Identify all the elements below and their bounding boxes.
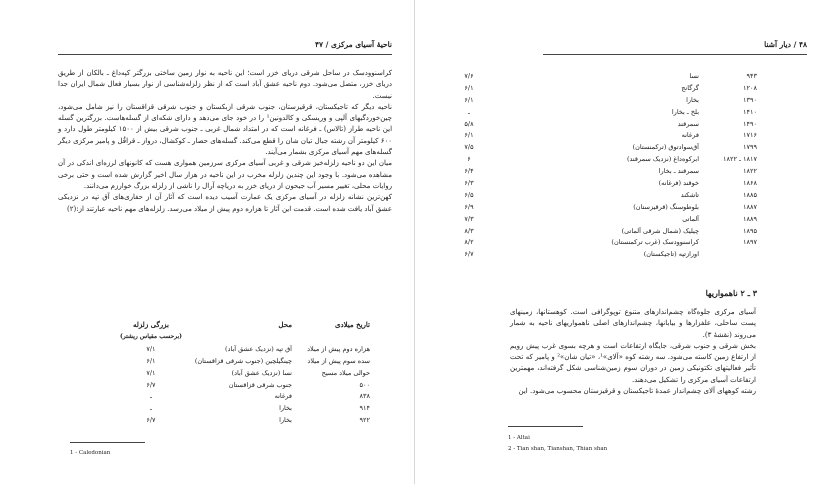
paragraph: بخش شرقی و جنوب شرقی، جایگاه ارتفاعات است و هرچه بسوی غرب پیش رویم از ارتفاع زمین کاسته می‌شود. سه رشته کوه «آلای»¹، «تیان شان»² و پامیر که تحت تأثیر فعالیتهای تکتونیکی زمین در دوران سوم زمین‌شناسی شکل گرفته‌اند، مهمترین ارتفاعات آسیای مرکزی را تشکیل می‌دهند. xyxy=(510,341,756,384)
footnote-rule xyxy=(508,426,583,427)
table-row: ۱۸۹۷ کراسنوودسک (غرب ترکمنستان) ۸/۲ xyxy=(464,238,757,247)
paragraph: کراسنوودسک در ساحل شرقی دریای خزر است؛ این ناحیه به نوار زمین ساختی بزرگتر کپه‌داغ ـ بالکان از طریق دریای خزر، متصل می‌شود. دوم ناحیه عشق آباد است که از نظر زلزله‌شناسی از نوار بسیار فعال شمال ایران جدا نیست. xyxy=(58,69,392,100)
paragraph: میان این دو ناحیه زلزله‌خیز شرقی و غربی آسیای مرکزی سرزمین همواری هست که کانونهای لرزه‌ای اندکی در آن مشاهده می‌شود. با وجود این چندین زلزله مخرب در این ناحیه در هزار سال اخیر گزارش شده است و حتی برخی روایات محلی، تغییر مسیر آب جیحون از دریای خزر به دریاچه آرال را ناشی از زلزله بزرگ خوارزم می‌دانند. xyxy=(58,159,392,190)
paragraph: رشته کوههای آلای چشم‌انداز عمدهٔ تاجیکستان و قرقیزستان محسوب می‌شود. این xyxy=(518,387,756,396)
header-rule xyxy=(543,54,807,55)
table-row: ۱۷۹۹ آق‌سوادتوق (ترکمنستان) ۷/۵ xyxy=(464,143,757,152)
table-row: ۱۴۱۰ بلخ ـ بخارا ـ xyxy=(468,107,757,116)
table-row: ۹۴۳ نسا ۷/۶ xyxy=(464,71,757,80)
footnote: 1 - Altai xyxy=(508,435,530,441)
section-title: ۳ ـ ۲ ناهمواریها xyxy=(705,288,757,298)
earthquake-table xyxy=(120,320,370,426)
table-row: حوالی میلاد مسیح نسا (نزدیک عشق آباد) ۷/۱ xyxy=(146,368,370,377)
table-row: ۱۸۱۷ ـ ۱۸۲۲ ابرکوه‌داغ (نزدیک سمرقند) ۶ xyxy=(467,155,757,164)
table-row: ۱۲۰۸ گرگانج ۶/۱ xyxy=(464,83,757,92)
body-text xyxy=(510,307,756,397)
table-row: ۸۳۸ فرغانه ـ xyxy=(150,392,370,401)
paragraph: کهن‌ترین نشانه زلزله در آسیای مرکزی یک عمارت آسیب دیده است که آثار آن از حفاری‌های آق تپه در نزدیکی عشق آباد یافت شده است. قدمت این آثار تا هزاره دوم پیش از میلاد می‌رسد. زلزله‌های مهم ناحیه عبارتند از:(۲) xyxy=(58,193,392,213)
footnote: 1 - Caledonian xyxy=(70,450,111,456)
table-row: ۹۲۲ بخارا ۶/۷ xyxy=(146,416,370,425)
footnote: 2 - Tian shan, Tianshan, Thian shan xyxy=(508,446,608,452)
page-header: ۴۸ / دیار آشنا xyxy=(764,40,807,49)
table-row: ۱۸۸۹ آلماتی ۷/۳ xyxy=(464,214,757,223)
table-row: ۱۸۹۵ چیلیک (شمال شرقی آلماتی) ۸/۳ xyxy=(464,226,757,235)
earthquake-table-continued xyxy=(449,70,757,260)
right-page xyxy=(415,0,829,484)
table-row: ۵۰۰ جنوب شرقی قزاقستان ۶/۷ xyxy=(146,380,370,389)
table-row: اورازتپه (تاجیکستان) ۶/۷ xyxy=(464,250,699,259)
table-row: هزاره دوم پیش از میلاد آق تپه (نزدیک عشق آباد) ۷/۱ xyxy=(146,344,370,353)
table-header-magnitude: بزرگی زلزله xyxy=(132,320,169,329)
paragraph: ناحیه دیگر که تاجیکستان، قرقیزستان، جنوب شرقی ازبکستان و جنوب شرقی قزاقستان را نیز شامل می‌شود، چین‌خوردگیهای آلپی و وریسکی و کالدونین¹ را در خود جای می‌دهد و دارای شکه‌ای از گسله‌هاست. بزرگترین گسله این ناحیه طراز (تالاس) ـ فرغانه است که در امتداد شمال غربی ـ جنوب شرقی بیش از ۱۵۰۰ کیلومتر طول دارد و ۶۰۰ کیلومتر آن رشته جبال تیان شان را قطع می‌کند. گسله‌های حصار ـ کوکشال، درواز ـ قراقُل و پامیر مرکزی دیگر گسله‌های مهم آسیای مرکزی بشمار می‌آیند. xyxy=(58,102,393,157)
table-row: سده سوم پیش از میلاد چینگیلچین (جنوب شرقی قزاقستان) ۶/۱ xyxy=(146,356,370,365)
left-page xyxy=(0,0,414,484)
table-header-date: تاریخ میلادی xyxy=(335,320,370,329)
table-row: ۱۴۹۰ سمرقند ۵/۸ xyxy=(464,119,757,128)
table-row: ۱۸۶۸ خوقند (فرغانه) ۶/۳ xyxy=(464,178,757,187)
footnote-rule xyxy=(70,442,145,443)
page-header: ناحیهٔ آسیای مرکزی / ۴۷ xyxy=(314,40,392,49)
table-row: ۱۸۸۵ تاشکند ۶/۵ xyxy=(464,190,757,199)
table-row: ۹۱۴ بخارا ـ xyxy=(150,404,370,413)
paragraph: آسیای مرکزی جلوه‌گاه چشم‌اندازهای متنوع توپوگرافی است. کوهستانها، زمینهای پست ساحلی، علفزارها و بیابانها، چشم‌اندازهای اصلی ناهمواریهای ناحیه به شمار می‌روند (نقشهٔ ۳). xyxy=(510,308,756,339)
table-row: ۱۸۸۷ بلوطوسنگ (قرقیزستان) ۶/۹ xyxy=(464,202,757,211)
table-header-place: محل xyxy=(278,320,292,329)
table-row: ۱۸۲۲ سمرقند ـ بخارا ۶/۴ xyxy=(464,167,757,176)
table-row: ۱۳۹۰ بخارا ۶/۱ xyxy=(464,95,757,104)
table-subheader: (برحسب مقیاس ریشتر) xyxy=(119,333,182,341)
header-rule xyxy=(58,54,392,55)
table-row: ۱۷۱۶ فرغانه ۶/۱ xyxy=(464,131,757,140)
body-text xyxy=(58,68,392,215)
